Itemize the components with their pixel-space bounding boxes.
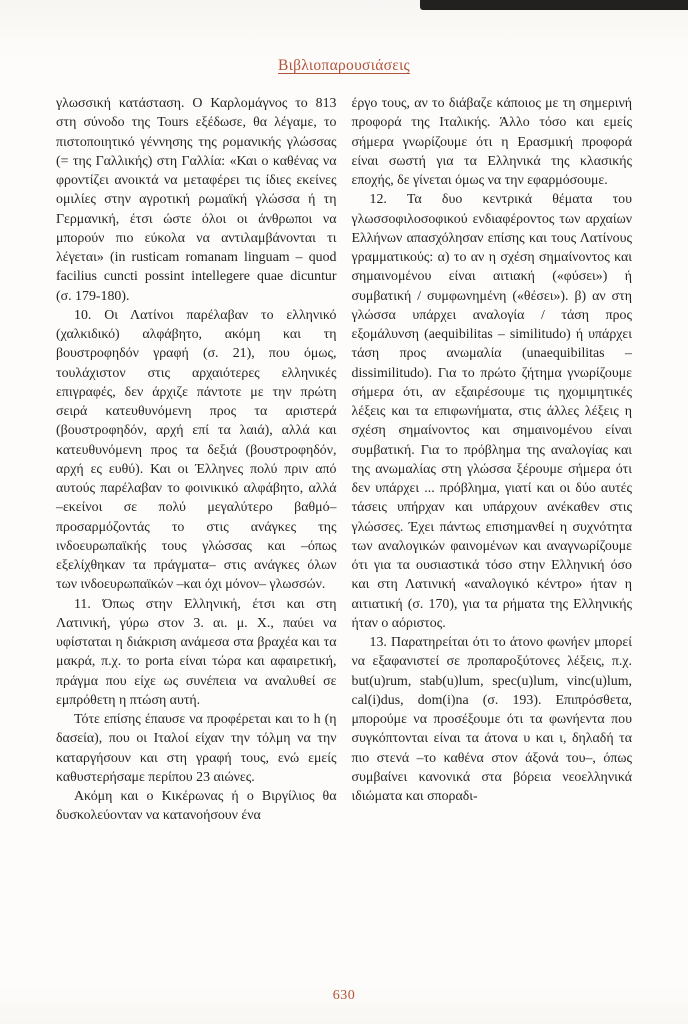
page-footer bbox=[0, 986, 688, 1004]
page-number: 630 bbox=[332, 988, 356, 1003]
paragraph-item-12: 12. Τα δυο κεντρικά θέματα του γλωσσοφιλοσοφικού ενδιαφέροντος των αρχαίων Ελλήνων απασχόλησαν επίσης και τους Λατίνους γραμματικούς: α) το αν η σχέση σημαίνοντος και σημαινομένου είναι αιτιακή («φύσει») ή συμβατική / συμφωνημένη («θέσει»). β) αν στη γλώσσα υπάρχει αναλογία / τάση προς εξομάλυνση (aequibilitas – similitudo) ή υπάρχει τάση προς ανωμαλία (unaequibilitas – dissimilitudo). Για το πρώτο ζήτημα γνωρίζουμε σήμερα ότι, αν εξαιρέσουμε τις ηχομιμητικές λέξεις και τα επιφωνήματα, στις άλλες λέξεις η σχέση σημαίνοντος και σημαινομένου είναι συμβατική. Για το πρόβλημα της αναλογίας και της ανωμαλίας στη γλώσσα ξέρουμε σήμερα ότι δεν υπάρχει ... πρόβλημα, γιατί και οι δύο αυτές τάσεις υπήρχαν και υπάρχουν ανέκαθεν στις γλώσσες. Έχει πάντως επισημανθεί η συχνότητα των αναλογικών φαινομένων και αναγνωρίζουμε ότι για τα ουσιαστικά τόσο στην Ελληνική όσο και στη Λατινική «αναλογικό κέντρο» ήταν η αιτιατική (σ. 170), για τα ρήματα της Ελληνικής ήταν ο αόριστος. bbox=[351, 192, 632, 631]
two-column-text-body bbox=[56, 94, 632, 826]
running-head-title: Βιβλιοπαρουσιάσεις bbox=[278, 57, 410, 74]
paragraph-continued: γλωσσική κατάσταση. Ο Καρλομάγνος το 813 στη σύνοδο της Tours εξέδωσε, θα λέγαμε, το πιστοποιητικό γέννησης της ρομανικής γλώσσας (= της Γαλλικής) στη Γαλλία: «Και ο καθένας να φροντίζει ανοικτά να μεταφέρει τις ίδιες εκείνες ομιλίες στην αγροτική ρωμαϊκή γλώσσα ή τη Γερμανική, έτσι ώστε όλοι οι άνθρωποι να μπορούν πιο εύκολα να αντιλαμβάνονται τι λέγεται» (in rusticam romanam linguam – quod facilius cuncti possint intellegere quae dicuntur (σ. 179-180). bbox=[56, 96, 337, 304]
left-column bbox=[56, 94, 337, 826]
paragraph: Ακόμη και ο Κικέρωνας ή ο Βιργίλιος θα δυσκολεύονταν να κατανοήσουν ένα bbox=[56, 789, 337, 824]
right-column bbox=[352, 94, 633, 826]
scan-artifact-bar bbox=[420, 0, 688, 10]
paragraph: Τότε επίσης έπαυσε να προφέρεται και το h (η δασεία), που οι Ιταλοί είχαν την τόλμη να την καταργήσουν και στη γραφή τους, ενώ εμείς καθυστερήσαμε περίπου 23 αιώνες. bbox=[56, 712, 337, 785]
paragraph-item-13: 13. Παρατηρείται ότι το άτονο φωνήεν μπορεί να εξαφανιστεί σε προπαροξύτονες λέξεις, π.χ. but(u)rum, stab(u)lum, spec(u)lum, vinc(u)lum, cal(i)dus, dom(i)na (σ. 193). Επιπρόσθετα, μπορούμε να προσέξουμε ότι τα φωνήεντα που συγκόπτονται είναι τα άτονα υ και ι, δηλαδή τα πιο στενά –το καθένα στον άξονά του–, όπως συμβαίνει κανονικά στα βόρεια νεοελληνικά ιδιώματα και σποραδι- bbox=[351, 635, 632, 804]
page-header bbox=[0, 57, 688, 75]
paragraph-continued: έργο τους, αν το διάβαζε κάποιος με τη σημερινή προφορά της Ιταλικής. Άλλο τόσο και εμείς σήμερα γνωρίζουμε ότι η Ερασμική προφορά είναι σωστή για τα Ελληνικά της κλασικής εποχής, δε γίνεται όμως να την εφαρμόσουμε. bbox=[351, 96, 632, 188]
paragraph-item-10: 10. Οι Λατίνοι παρέλαβαν το ελληνικό (χαλκιδικό) αλφάβητο, ακόμη και τη βουστροφηδόν γραφή (σ. 21), που όμως, τουλάχιστον στις αρχαιότερες ελληνικές επιγραφές, δεν άρχιζε πάντοτε με την πρώτη σειρά κατευθυνόμενη προς τα αριστερά (βουστροφηδόν, αρχή επί τα λαιά), αλλά και κατευθυνόμενη προς τα δεξιά (βουστροφηδόν, αρχή ες ευθύ). Και οι Έλληνες πολύ πριν από αυτούς παρέλαβαν το φοινικικό αλφάβητο, αλλά –εκείνοι σε πολύ μεγαλύτερο βαθμό– προσαρμόζοντάς το στις ανάγκες της ινδοευρωπαϊκής τους γλώσσας και –όπως εξελίχθηκαν τα πράγματα– στις ανάγκες όλων των ινδοευρωπαϊκών –και όχι μόνον– γλωσσών. bbox=[56, 307, 337, 593]
paragraph-item-11: 11. Όπως στην Ελληνική, έτσι και στη Λατινική, γύρω στον 3. αι. μ. Χ., παύει να υφίσταται η διάκριση ανάμεσα στα βραχέα και τα μακρά, π.χ. το porta είναι τώρα και αφαιρετική, πράγμα που είχε ως συνέπεια να αναλυθεί σε εμπρόθετη η πτώση αυτή. bbox=[56, 596, 337, 708]
